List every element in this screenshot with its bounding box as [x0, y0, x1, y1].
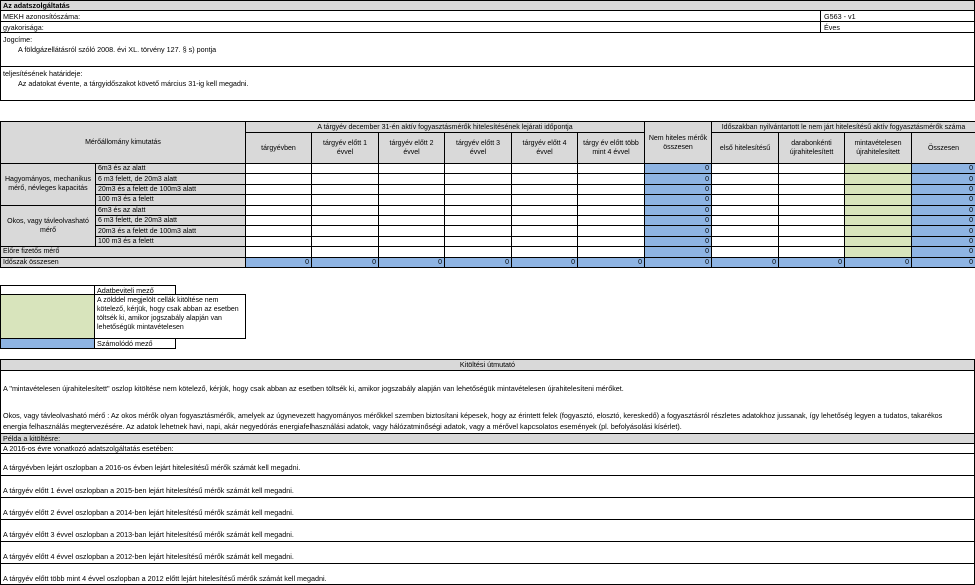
col-header: tárgy év előtt több mint 4 évvel	[578, 133, 645, 164]
input-cell[interactable]	[512, 247, 578, 257]
input-cell[interactable]	[779, 226, 845, 236]
input-cell[interactable]	[712, 226, 779, 236]
calc-cell: 0	[912, 195, 975, 205]
left-header: Mérőállomány kimutatás	[1, 122, 246, 164]
total-row	[1, 257, 975, 267]
input-cell[interactable]	[246, 247, 312, 257]
input-cell[interactable]	[379, 236, 445, 246]
legend-green-label: A zölddel megjelölt cellák kitöltése nem kötelező, kérjük, hogy csak abban az esetben töltsék ki, amikor jogszabály alapján van lehetőségük mintavételesen	[94, 294, 246, 339]
calc-cell: 0	[645, 236, 712, 246]
input-cell[interactable]	[779, 164, 845, 174]
input-cell[interactable]	[578, 247, 645, 257]
calc-cell: 0	[645, 205, 712, 215]
input-cell[interactable]	[512, 164, 578, 174]
calc-cell: 0	[912, 226, 975, 236]
total-cell: 0	[712, 257, 779, 267]
example-line: A tárgyév előtt több mint 4 évvel oszlopban a 2012 előtt lejárt hitelesítésű mérők számát kell megadni.	[3, 574, 327, 583]
input-cell[interactable]	[246, 205, 312, 215]
row-sub-label: 20m3 és a felett de 100m3 alatt	[96, 226, 246, 236]
input-cell[interactable]	[712, 247, 779, 257]
optional-input-cell[interactable]	[845, 215, 912, 225]
input-cell[interactable]	[712, 164, 779, 174]
table-row	[1, 215, 975, 225]
example-line: A tárgyév előtt 4 évvel oszlopban a 2012-ben lejárt hitelesítésű mérők számát kell megadni.	[3, 552, 294, 561]
optional-input-cell[interactable]	[845, 226, 912, 236]
table-row	[1, 205, 975, 215]
input-cell[interactable]	[779, 184, 845, 194]
input-cell[interactable]	[379, 164, 445, 174]
row-sub-label: 20m3 és a felett de 100m3 alatt	[96, 184, 246, 194]
total-cell: 0	[912, 257, 975, 267]
row-sub-label: 6 m3 felett, de 20m3 alatt	[96, 215, 246, 225]
input-cell[interactable]	[312, 236, 379, 246]
group1-header: A tárgyév december 31-én aktív fogyasztásmérők hitelesítésének lejárati időpontja	[246, 122, 645, 133]
example-line: A tárgyévben lejárt oszlopban a 2016-os évben lejárt hitelesítésű mérők számát kell megadni.	[3, 463, 301, 472]
row-group-label: Okos, vagy távleolvasható mérő	[1, 205, 96, 247]
example-divider	[1, 519, 974, 520]
instructions-p2b: energia felhasználás megtervezésére. Az adatok lehetnek havi, napi, akár negyedórás energiafelhasználási adatok, vagy hálózatminőségi adatok, vagy a mérővel kapcsolatos események (pl. befolyásolási kísérlet).	[3, 422, 682, 431]
optional-input-cell[interactable]	[845, 164, 912, 174]
input-cell[interactable]	[512, 195, 578, 205]
calc-cell: 0	[645, 184, 712, 194]
input-cell[interactable]	[312, 205, 379, 215]
form-title: Az adatszolgáltatás	[3, 1, 70, 10]
input-cell[interactable]	[779, 215, 845, 225]
input-cell[interactable]	[512, 215, 578, 225]
input-cell[interactable]	[246, 215, 312, 225]
input-cell[interactable]	[445, 247, 512, 257]
input-cell[interactable]	[312, 174, 379, 184]
example-intro: A 2016-os évre vonatkozó adatszolgáltatás esetében:	[1, 444, 974, 454]
table-row	[1, 195, 975, 205]
table-body	[1, 164, 975, 268]
input-cell[interactable]	[578, 205, 645, 215]
calc-cell: 0	[912, 164, 975, 174]
total-cell: 0	[246, 257, 312, 267]
input-cell[interactable]	[246, 184, 312, 194]
instructions-title: Kitöltési útmutató	[1, 360, 974, 371]
group2-header: Időszakban nyilvántartott le nem járt hitelesítésű aktív fogyasztásmérők száma	[712, 122, 975, 133]
input-cell[interactable]	[379, 215, 445, 225]
legal-value: A földgázellátásról szóló 2008. évi XL. törvény 127. § s) pontja	[18, 45, 217, 54]
instructions-p2a: Okos, vagy távleolvasható mérő : Az okos mérők olyan fogyasztásmérők, amelyek az úgynevezett hagyományos mérőkkel szemben biztosítani képesek, hogy az érintett felek (fogyasztó, elosztó, kereskedő) a fogyasztásról részletes adatokhoz jussanak, így lehetőség legyen a tudatos, takarékos	[3, 411, 943, 420]
freq-label: gyakorisága:	[3, 23, 44, 32]
example-line: A tárgyév előtt 2 évvel oszlopban a 2014-ben lejárt hitelesítésű mérők számát kell megadni.	[3, 508, 294, 517]
deadline-label: teljesítésének határideje:	[3, 69, 83, 78]
calc-cell: 0	[645, 247, 712, 257]
col-header: Összesen	[912, 133, 975, 164]
input-cell[interactable]	[578, 236, 645, 246]
row-sub-label: 6m3 és az alatt	[96, 164, 246, 174]
input-cell[interactable]	[779, 205, 845, 215]
col-header: mintavételesen újrahitelesített	[845, 133, 912, 164]
legal-label: Jogcíme:	[3, 35, 33, 44]
input-cell[interactable]	[445, 164, 512, 174]
total-cell: 0	[779, 257, 845, 267]
calc-cell: 0	[912, 215, 975, 225]
input-cell[interactable]	[445, 215, 512, 225]
input-cell[interactable]	[712, 236, 779, 246]
input-cell[interactable]	[445, 205, 512, 215]
optional-input-cell[interactable]	[845, 205, 912, 215]
input-cell[interactable]	[312, 164, 379, 174]
example-divider	[1, 541, 974, 542]
input-cell[interactable]	[445, 184, 512, 194]
col-header: első hitelesítésű	[712, 133, 779, 164]
input-cell[interactable]	[246, 195, 312, 205]
total-cell: 0	[645, 257, 712, 267]
calc-cell: 0	[912, 184, 975, 194]
input-cell[interactable]	[512, 205, 578, 215]
input-cell[interactable]	[578, 215, 645, 225]
input-cell[interactable]	[246, 174, 312, 184]
row-sub-label: 100 m3 és a felett	[96, 195, 246, 205]
instructions-p1: A "mintavételesen újrahitelesített" oszlop kitöltése nem kötelező, kérjük, hogy csak abban az esetben töltsék ki, amikor jogszabály alapján van lehetőségük mintavételesen újrahitelesíteni mérőket.	[3, 384, 624, 393]
table-row	[1, 164, 975, 174]
input-cell[interactable]	[712, 215, 779, 225]
input-cell[interactable]	[578, 184, 645, 194]
input-cell[interactable]	[779, 236, 845, 246]
example-divider	[1, 497, 974, 498]
input-cell[interactable]	[445, 174, 512, 184]
row-sub-label: 6 m3 felett, de 20m3 alatt	[96, 174, 246, 184]
input-cell[interactable]	[712, 195, 779, 205]
example-line: A tárgyév előtt 1 évvel oszlopban a 2015-ben lejárt hitelesítésű mérők számát kell megadni.	[3, 486, 294, 495]
legend-calc-swatch	[0, 338, 95, 349]
calc-cell: 0	[645, 226, 712, 236]
input-cell[interactable]	[512, 184, 578, 194]
row-label: Előre fizetős mérő	[1, 247, 246, 257]
input-cell[interactable]	[779, 174, 845, 184]
optional-input-cell[interactable]	[845, 195, 912, 205]
total-cell: 0	[512, 257, 578, 267]
input-cell[interactable]	[379, 195, 445, 205]
example-line: A tárgyév előtt 3 évvel oszlopban a 2013-ban lejárt hitelesítésű mérők számát kell megadni.	[3, 530, 294, 539]
col-header: tárgyév előtt 3 évvel	[445, 133, 512, 164]
row-sub-label: 6m3 és az alatt	[96, 205, 246, 215]
input-cell[interactable]	[246, 226, 312, 236]
row-sub-label: 100 m3 és a felett	[96, 236, 246, 246]
input-cell[interactable]	[578, 195, 645, 205]
total-cell: 0	[445, 257, 512, 267]
input-cell[interactable]	[512, 236, 578, 246]
freq-value: Éves	[824, 23, 840, 32]
input-cell[interactable]	[379, 205, 445, 215]
legend-calc-label: Számolódó mező	[94, 338, 176, 349]
col-header: darabonkénti újrahitelesített	[779, 133, 845, 164]
freq-value-cell[interactable]	[820, 22, 974, 33]
example-divider	[1, 563, 974, 564]
input-cell[interactable]	[379, 226, 445, 236]
total-cell: 0	[379, 257, 445, 267]
input-cell[interactable]	[312, 247, 379, 257]
legend-green-swatch	[0, 294, 95, 339]
input-cell[interactable]	[445, 226, 512, 236]
example-title: Példa a kitöltésre:	[1, 433, 974, 444]
input-cell[interactable]	[312, 184, 379, 194]
legal-divider	[1, 66, 974, 67]
input-cell[interactable]	[379, 184, 445, 194]
table-row	[1, 226, 975, 236]
input-cell[interactable]	[512, 174, 578, 184]
calc-cell: 0	[912, 205, 975, 215]
input-cell[interactable]	[578, 226, 645, 236]
table-row	[1, 236, 975, 246]
input-cell[interactable]	[779, 247, 845, 257]
input-cell[interactable]	[312, 226, 379, 236]
row-label: Időszak összesen	[1, 257, 246, 267]
calc-cell: 0	[912, 174, 975, 184]
total-cell: 0	[312, 257, 379, 267]
calc-cell: 0	[645, 215, 712, 225]
input-cell[interactable]	[779, 195, 845, 205]
input-cell[interactable]	[512, 226, 578, 236]
input-cell[interactable]	[445, 236, 512, 246]
input-cell[interactable]	[445, 195, 512, 205]
col-header: tárgyév előtt 4 évvel	[512, 133, 578, 164]
calc-cell: 0	[912, 247, 975, 257]
total-cell: 0	[845, 257, 912, 267]
id-value: G563 - v1	[824, 12, 856, 21]
input-cell[interactable]	[712, 184, 779, 194]
table-row	[1, 174, 975, 184]
total-cell: 0	[578, 257, 645, 267]
input-cell[interactable]	[246, 164, 312, 174]
optional-input-cell[interactable]	[845, 236, 912, 246]
calc-cell: 0	[645, 174, 712, 184]
input-cell[interactable]	[712, 174, 779, 184]
calc-cell: 0	[912, 236, 975, 246]
table-row	[1, 184, 975, 194]
input-cell[interactable]	[379, 174, 445, 184]
legend-input-label: Adatbeviteli mező	[94, 285, 176, 295]
col-header: tárgyév előtt 2 évvel	[379, 133, 445, 164]
col-header: tárgyév előtt 1 évvel	[312, 133, 379, 164]
nonvalid-header: Nem hiteles mérők összesen	[645, 122, 712, 164]
col-header: tárgyévben	[246, 133, 312, 164]
input-cell[interactable]	[312, 195, 379, 205]
input-cell[interactable]	[379, 247, 445, 257]
input-cell[interactable]	[578, 164, 645, 174]
row-group-label: Hagyományos, mechanikus mérő, névleges kapacitás	[1, 164, 96, 206]
id-label: MEKH azonosítószáma:	[3, 12, 81, 21]
optional-input-cell[interactable]	[845, 174, 912, 184]
meter-table	[0, 121, 975, 268]
input-cell[interactable]	[578, 174, 645, 184]
calc-cell: 0	[645, 164, 712, 174]
optional-input-cell[interactable]	[845, 247, 912, 257]
form-title-bar	[1, 1, 974, 11]
input-cell[interactable]	[312, 215, 379, 225]
table-row	[1, 247, 975, 257]
calc-cell: 0	[645, 195, 712, 205]
deadline-value: Az adatokat évente, a tárgyidőszakot követő március 31-ig kell megadni.	[18, 79, 249, 88]
input-cell[interactable]	[246, 236, 312, 246]
optional-input-cell[interactable]	[845, 184, 912, 194]
example-divider	[1, 475, 974, 476]
input-cell[interactable]	[712, 205, 779, 215]
